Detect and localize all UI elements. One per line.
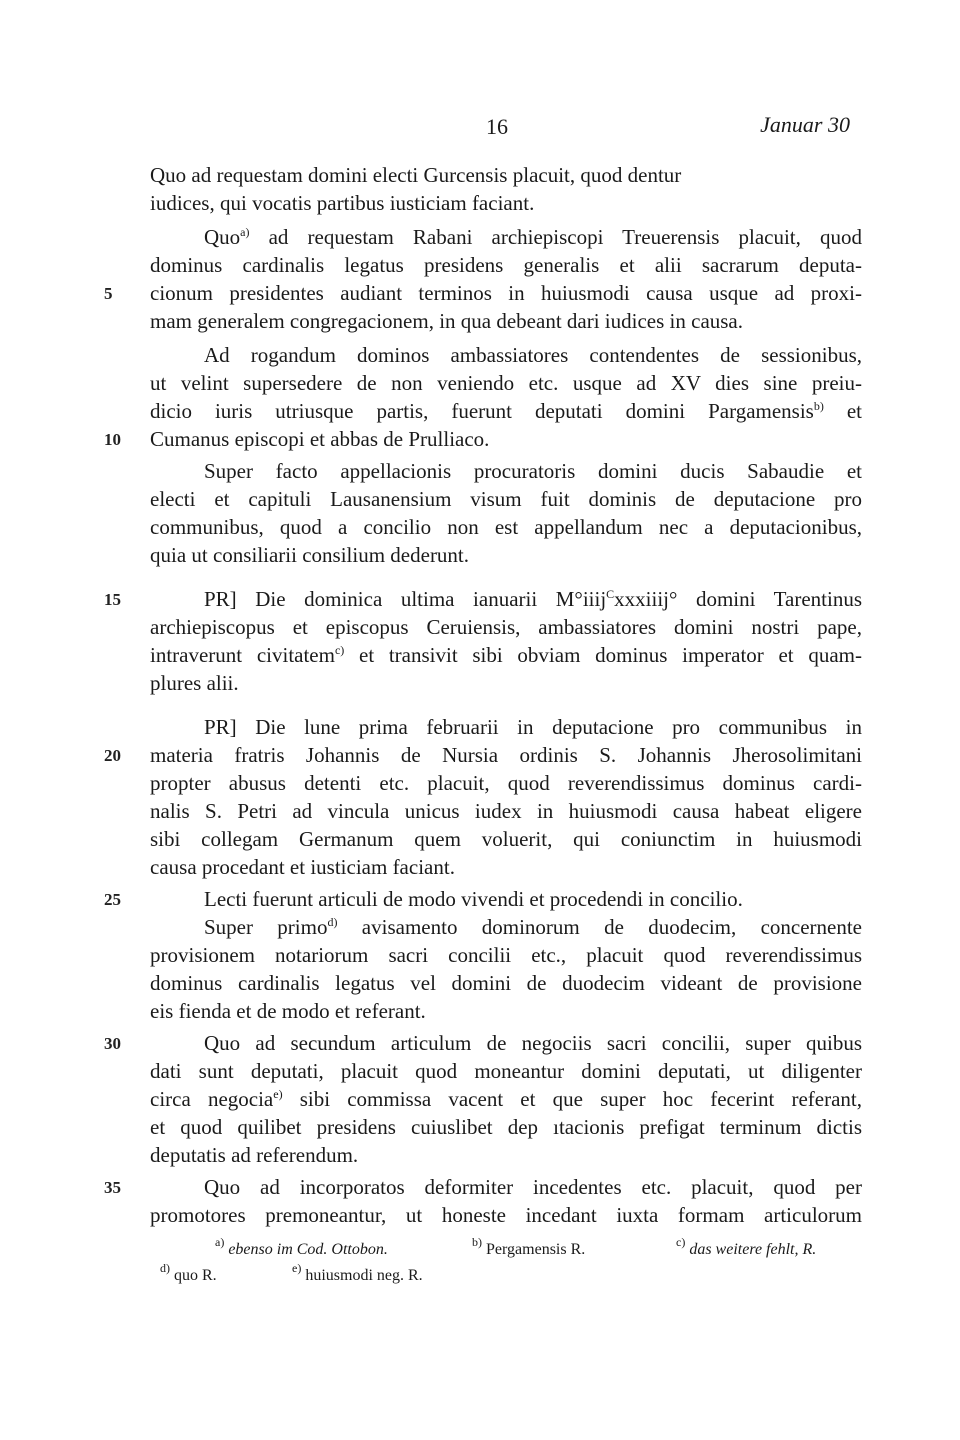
line-number: 30 [104, 1034, 121, 1053]
line-number: 5 [104, 284, 113, 303]
text-line: causa procedant et iusticiam faciant. [150, 855, 455, 879]
footnote-c: $^{c)}$ das weitere fehlt, R. [676, 1235, 817, 1258]
text-line: circa negocia$^{e)}$ sibi commissa vacent et que super hoc fecerint referant, [150, 1087, 862, 1111]
line-number: 20 [104, 746, 121, 765]
text-line: Quo ad incorporatos deformiter incedentes etc. placuit, quod per [204, 1175, 862, 1199]
footnote-marker: b) [813, 399, 824, 413]
footnote-marker: e) [273, 1087, 283, 1101]
line-number: 35 [104, 1178, 121, 1197]
text-line: Super facto appellacionis procuratoris domini ducis Sabaudie et [204, 459, 862, 483]
page-number: 16 [486, 114, 508, 139]
footnote-marker: c) [334, 643, 345, 657]
text-line: propter abusus detenti etc. placuit, quod reverendissimus dominus cardi- [150, 771, 862, 795]
footnote-e: $^{e)}$ huiusmodi neg. R. [292, 1261, 423, 1284]
footnote-d: $^{d)}$ quo R. [160, 1261, 217, 1284]
footnote-a: $^{a)}$ ebenso im Cod. Ottobon. [215, 1235, 388, 1258]
line-number: 15 [104, 590, 121, 609]
text-line: nalis S. Petri ad vincula unicus iudex in huiusmodi causa habeat eligere [150, 799, 862, 823]
footnote-marker: a) [240, 225, 250, 239]
text-line: archiepiscopus et episcopus Ceruiensis, ambassiatores domini nostri pape, [150, 615, 862, 639]
text-line: intraverunt civitatem$^{c)}$ et transivit sibi obviam dominus imperator et quam- [150, 643, 862, 667]
text-line: Super primo$^{d)}$ avisamento dominorum de duodecim, concernente [204, 915, 863, 939]
text-line: eis fienda et de modo et referant. [150, 999, 426, 1023]
footnote-marker: C [606, 587, 615, 601]
text-line: Lecti fuerunt articuli de modo vivendi et procedendi in concilio. [204, 887, 743, 911]
text-line: Cumanus episcopi et abbas de Prulliaco. [150, 427, 490, 451]
text-line: iudices, qui vocatis partibus iusticiam faciant. [150, 191, 535, 215]
text-line: ut velint supersedere de non veniendo etc. usque ad XV dies sine preiu- [150, 371, 862, 395]
text-line: PR] Die lune prima februarii in deputacione pro communibus in [204, 715, 862, 739]
text-line: quia ut consiliarii consilium dederunt. [150, 543, 470, 567]
text-line: promotores premoneantur, ut honeste incedant iuxta formam articulorum [150, 1203, 862, 1227]
text-line: deputatis ad referendum. [150, 1143, 359, 1167]
text-line: Quo ad secundum articulum de negociis sacri concilii, super quibus [204, 1031, 862, 1055]
line-number: 10 [104, 430, 121, 449]
text-line: provisionem notariorum sacri concilii etc., placuit quod reverendissimus [150, 943, 862, 967]
text-line: plures alii. [150, 671, 239, 695]
text-line: sibi collegam Germanum quem voluerit, qui coniunctim in huiusmodi [150, 827, 862, 851]
text-line: cionum presidentes audiant terminos in huiusmodi causa usque ad proxi- [150, 281, 862, 305]
running-head-date: Januar 30 [760, 112, 850, 137]
footnote-marker: d) [327, 915, 338, 929]
footnote-b: $^{b)}$ Pergamensis R. [472, 1235, 586, 1258]
text-line: communibus, quod a concilio non est appellandum nec a deputacionibus, [150, 515, 862, 539]
text-line: electi et capituli Lausanensium visum fuit dominis de deputacione pro [150, 487, 862, 511]
text-line: dicio iuris utriusque partis, fuerunt deputati domini Pargamensis$^{b)}$ et [150, 399, 863, 423]
text-line: dati sunt deputati, placuit quod moneantur domini deputati, ut diligenter [150, 1059, 862, 1083]
text-line: Quo ad requestam domini electi Gurcensis placuit, quod dentur [150, 163, 682, 187]
text-line: dominus cardinalis legatus presidens generalis et alii sacrarum deputa- [150, 253, 862, 277]
text-line: et quod quilibet presidens cuiuslibet dep ıtacionis prefigat terminum dictis [150, 1115, 862, 1139]
text-line: mam generalem congregacionem, in qua debeant dari iudices in causa. [150, 309, 744, 333]
text-line: dominus cardinalis legatus vel domini de duodecim videant de provisione [150, 971, 862, 995]
line-number: 25 [104, 890, 121, 909]
text-line: Quo$^{a)}$ ad requestam Rabani archiepiscopi Treuerensis placuit, quod [204, 225, 862, 249]
text-line: Ad rogandum dominos ambassiatores contendentes de sessionibus, [204, 343, 862, 367]
text-line: materia fratris Johannis de Nursia ordinis S. Johannis Jherosolimitani [150, 743, 862, 767]
text-line: PR] Die dominica ultima ianuarii M°iiij$^C$xxxiiij° domini Tarentinus [204, 587, 862, 611]
